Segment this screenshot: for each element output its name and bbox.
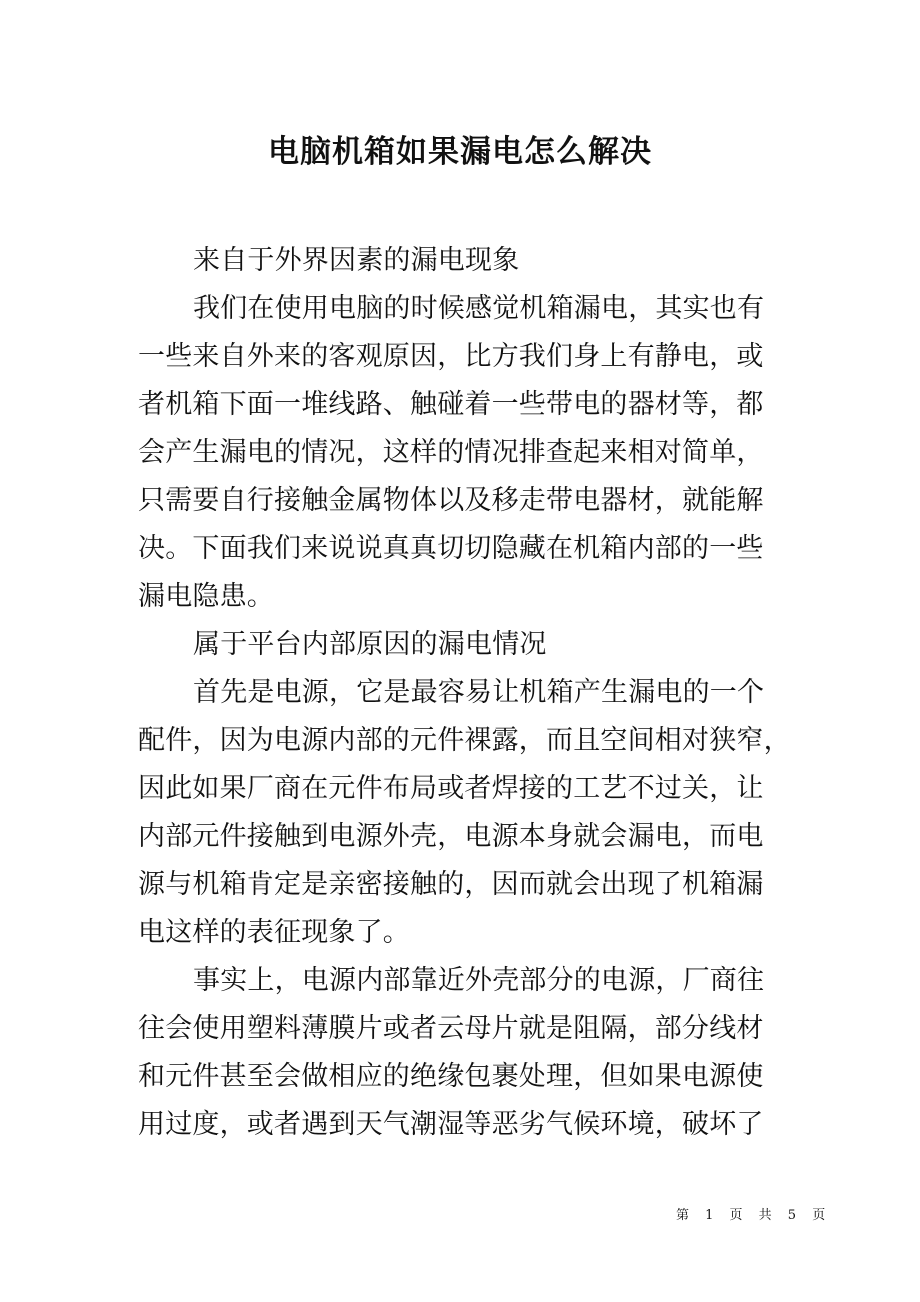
page-indicator: 第 1 页 共 5 页	[676, 1208, 829, 1223]
paragraph-line: 事实上，电源内部靠近外壳部分的电源，厂商往	[193, 965, 765, 996]
paragraph-line: 用过度，或者遇到天气潮湿等恶劣气候环境，破坏了	[138, 1109, 764, 1140]
paragraph-line: 一些来自外来的客观原因，比方我们身上有静电，或	[138, 341, 764, 372]
document-title: 电脑机箱如果漏电怎么解决	[268, 134, 652, 170]
paragraph-line: 会产生漏电的情况，这样的情况排查起来相对简单，	[138, 437, 764, 468]
paragraph-line: 往会使用塑料薄膜片或者云母片就是阻隔，部分线材	[138, 1013, 764, 1044]
paragraph-line: 只需要自行接触金属物体以及移走带电器材，就能解	[138, 485, 764, 516]
paragraph-line: 内部元件接触到电源外壳，电源本身就会漏电，而电	[138, 821, 764, 852]
paragraph-line: 电这样的表征现象了。	[138, 917, 410, 948]
paragraph-line: 首先是电源，它是最容易让机箱产生漏电的一个	[193, 677, 765, 708]
paragraph-line: 和元件甚至会做相应的绝缘包裹处理，但如果电源使	[138, 1061, 764, 1092]
paragraph-line: 者机箱下面一堆线路、触碰着一些带电的器材等，都	[138, 389, 764, 420]
paragraph-line: 因此如果厂商在元件布局或者焊接的工艺不过关，让	[138, 773, 764, 804]
paragraph-line: 我们在使用电脑的时候感觉机箱漏电，其实也有	[193, 293, 765, 324]
paragraph-line: 决。下面我们来说说真真切切隐藏在机箱内部的一些	[138, 533, 764, 564]
paragraph-line: 漏电隐患。	[138, 581, 274, 612]
paragraph-line: 配件，因为电源内部的元件裸露，而且空间相对狭窄，	[138, 725, 791, 756]
section-heading-external: 来自于外界因素的漏电现象	[193, 245, 520, 276]
paragraph-line: 源与机箱肯定是亲密接触的，因而就会出现了机箱漏	[138, 869, 764, 900]
section-heading-internal: 属于平台内部原因的漏电情况	[193, 629, 547, 660]
